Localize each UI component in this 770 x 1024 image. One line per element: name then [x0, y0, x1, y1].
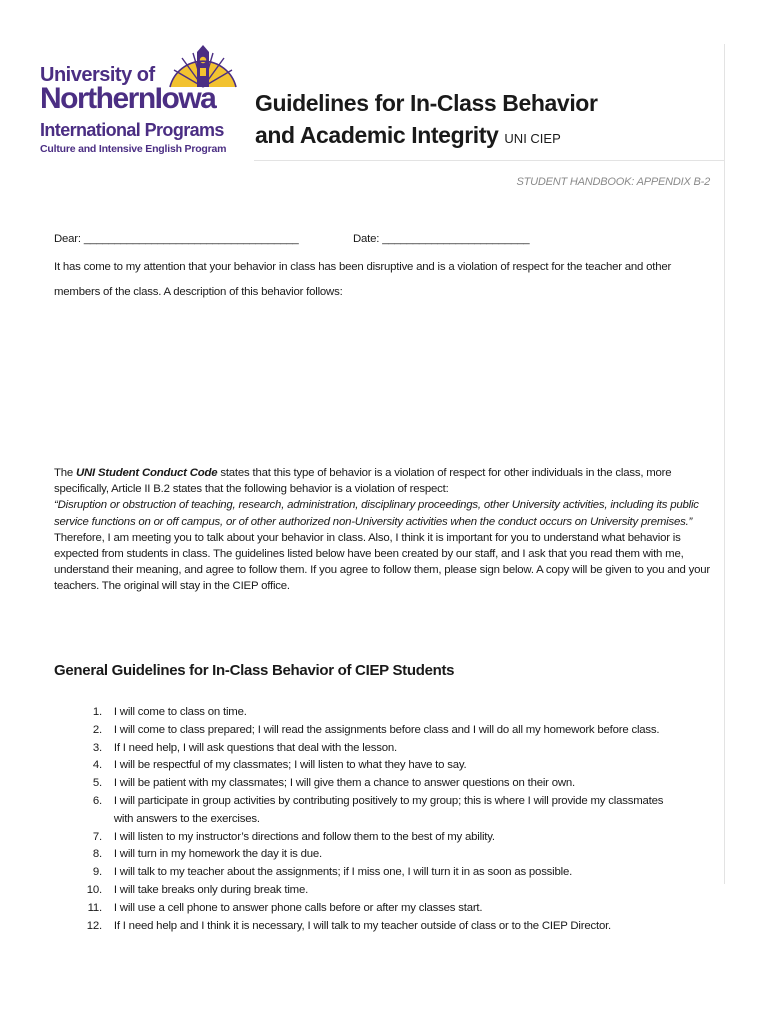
date-field: Date: ________________________: [353, 233, 530, 245]
guideline-text: I will come to class on time.: [113, 706, 247, 718]
guideline-text: I will use a cell phone to answer phone calls before or after my classes start.: [113, 901, 483, 914]
guideline-number: [54, 775, 102, 793]
guideline-number: [54, 864, 102, 882]
conduct-post: states that this type of behavior is a violation of respect for other individuals in the class, more specifically, Article II B.2 states that the following behavior is a violation of respect:: [54, 467, 672, 496]
guideline-item: [54, 722, 674, 740]
guideline-number-text: 8.: [92, 848, 102, 861]
title-line-1: Guidelines for In-Class Behavior: [255, 90, 598, 116]
guideline-text: I will turn in my homework the day it is due.: [113, 848, 322, 861]
intro-paragraph: It has come to my attention that your behavior in class has been disruptive and is a violation of respect for the teacher and other members of the class. A description of this behavior follows:: [54, 261, 672, 298]
guideline-item: [54, 900, 674, 918]
guideline-number: [54, 793, 102, 829]
guideline-number-text: 5.: [92, 777, 102, 790]
guideline-number-text: 1.: [92, 706, 102, 718]
guideline-number-text: 4.: [92, 759, 102, 772]
guideline-number: [54, 846, 102, 864]
guideline-number-text: 9.: [92, 866, 102, 879]
guideline-number: [54, 704, 102, 722]
guideline-number: [54, 900, 102, 918]
logo-line-ciep: Culture and Intensive English Program: [40, 143, 227, 155]
guideline-number: [54, 757, 102, 775]
guideline-number: [54, 882, 102, 900]
page-title: [255, 87, 598, 155]
title-suffix: UNI CIEP: [504, 131, 561, 146]
guideline-number: [54, 829, 102, 847]
logo-line-international-programs: International Programs: [40, 120, 224, 140]
title-line-2-text: and Academic Integrity: [255, 122, 499, 148]
guideline-item: [54, 829, 674, 847]
conduct-code-paragraph: [54, 465, 714, 595]
logo-line-university: University of: [40, 64, 155, 86]
conduct-code-name: UNI Student Conduct Code: [76, 467, 218, 479]
guideline-number: [54, 722, 102, 740]
dear-field: Dear: ___________________________________: [54, 233, 299, 245]
guideline-item: [54, 757, 674, 775]
guideline-number-text: 3.: [92, 741, 102, 754]
guideline-item: [54, 846, 674, 864]
page-border: [724, 44, 725, 884]
conduct-pre: The: [54, 467, 76, 479]
guideline-item: [54, 740, 674, 758]
guideline-item: [54, 775, 674, 793]
closing-text: Therefore, I am meeting you to talk about your behavior in class. Also, I think it is important for you to understand what behavior is expected from students in class. The guidelines listed below have been created by our staff, and I ask that you read them with me, understand their meaning, and agree to follow them. If you agree to follow them, please sign below. A copy will be given to you and your teachers. The original will stay in the CIEP office.: [54, 531, 711, 593]
uni-logo: [40, 44, 240, 156]
guideline-number: [54, 918, 102, 936]
guideline-number-text: 11.: [87, 901, 102, 914]
title-line-2: [255, 119, 598, 155]
guidelines-heading: General Guidelines for In-Class Behavior of CIEP Students: [54, 662, 455, 679]
guideline-number-text: 6.: [92, 794, 102, 807]
guideline-number-text: 10.: [86, 883, 102, 896]
guideline-item: [54, 882, 674, 900]
guideline-text: I will be patient with my classmates; I will give them a chance to answer questions on their own.: [113, 777, 575, 790]
header-rule: [254, 160, 724, 161]
guideline-text: I will come to class prepared; I will read the assignments before class and I will do all my homework before class.: [113, 723, 660, 736]
conduct-quote: “Disruption or obstruction of teaching, research, administration, disciplinary proceedings, other University activities, including its public service functions on or off campus, or of other authorized non-University activities when the conduct occurs on University premises.”: [54, 499, 699, 528]
guideline-number-text: 2.: [92, 723, 102, 736]
guideline-text: I will listen to my instructor’s directions and follow them to the best of my ability.: [113, 830, 495, 843]
logo-line-northern-iowa: NorthernIowa: [40, 82, 216, 115]
guideline-text: I will talk to my teacher about the assignments; if I miss one, I will turn it in as soon as possible.: [113, 866, 573, 879]
guidelines-list: [54, 704, 674, 935]
guideline-number-text: 7.: [92, 830, 102, 843]
guideline-item: [54, 704, 674, 722]
guideline-number-text: 12.: [86, 919, 102, 932]
guideline-text: I will participate in group activities by contributing positively to my group; this is where I will provide my classmates with answers to the exercises.: [113, 794, 664, 825]
guideline-number: [54, 740, 102, 758]
guideline-text: If I need help and I think it is necessary, I will talk to my teacher outside of class or to the CIEP Director.: [113, 919, 612, 932]
guideline-item: [54, 918, 674, 936]
guideline-text: I will be respectful of my classmates; I will listen to what they have to say.: [113, 759, 467, 772]
guideline-item: [54, 793, 674, 829]
guideline-text: I will take breaks only during break time.: [113, 883, 309, 896]
guideline-item: [54, 864, 674, 882]
guideline-text: If I need help, I will ask questions that deal with the lesson.: [113, 741, 397, 754]
handbook-reference: STUDENT HANDBOOK: APPENDIX B-2: [516, 176, 710, 188]
